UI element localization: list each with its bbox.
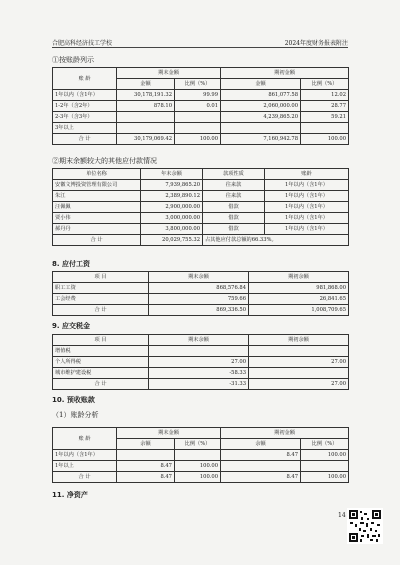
cell-balance: 2,900,000.00 — [141, 202, 203, 213]
cell-begin: 981,868.00 — [249, 283, 349, 294]
advance-subtitle: （1）账龄分析 — [52, 411, 99, 419]
qr-code — [347, 508, 383, 544]
col-begin: 期初余额 — [249, 335, 349, 346]
cell-age: 合 计 — [53, 134, 117, 145]
table-row — [53, 123, 349, 134]
cell-begin: 27.00 — [249, 357, 349, 368]
table-row — [53, 191, 349, 202]
table-total-row — [53, 235, 349, 246]
cell-item: 个人所得税 — [53, 357, 149, 368]
cell-age: 1年以内（含1年） — [53, 90, 117, 101]
cell-item: 合 计 — [53, 305, 149, 316]
cell-end-ratio: 0.01 — [175, 101, 221, 112]
cell-balance: 3,000,000.00 — [141, 213, 203, 224]
cell-end-ratio — [175, 123, 221, 134]
cell-end-amount — [117, 450, 175, 461]
cell-balance: 3,800,000.00 — [141, 224, 203, 235]
cell-nature: 借款 — [203, 224, 265, 235]
table-row — [53, 202, 349, 213]
table-header-row — [53, 272, 349, 283]
col-company: 单位名称 — [53, 169, 141, 180]
cell-item: 工会经费 — [53, 294, 149, 305]
cell-company: 贾小伟 — [53, 213, 141, 224]
cell-nature: 借款 — [203, 213, 265, 224]
cell-end-amount: 8.47 — [117, 472, 175, 483]
table-row — [53, 294, 349, 305]
age-section-title: ①按账龄列示 — [52, 56, 94, 64]
cell-begin: 1,008,709.65 — [249, 305, 349, 316]
cell-age: 1-2年（含2年） — [53, 101, 117, 112]
cell-total-label: 合 计 — [53, 235, 141, 246]
cell-age: 1年以内（含1年） — [265, 180, 349, 191]
tax-section-title: 9. 应交税金 — [52, 322, 90, 330]
col-ratio: 比例（%） — [175, 439, 221, 450]
table-row — [53, 180, 349, 191]
cell-age: 1年以内（含1年） — [265, 224, 349, 235]
payroll-section-title: 8. 应付工资 — [52, 260, 90, 268]
cell-nature: 借款 — [203, 202, 265, 213]
table-header-row — [53, 335, 349, 346]
cell-end-amount — [117, 112, 175, 123]
cell-item: 城市维护建设税 — [53, 368, 149, 379]
col-amount: 余额 — [221, 439, 301, 450]
cell-end-amount: 30,179,069.42 — [117, 134, 175, 145]
cell-end-amount: 30,178,191.32 — [117, 90, 175, 101]
cell-company: 朱江 — [53, 191, 141, 202]
cell-begin-ratio: 100.00 — [301, 134, 349, 145]
table-row — [53, 346, 349, 357]
page-header — [52, 38, 348, 48]
cell-age: 1年以内（含1年） — [265, 191, 349, 202]
col-nature: 款项性质 — [203, 169, 265, 180]
col-item: 项 目 — [53, 272, 149, 283]
cell-begin-amount: 7,160,942.78 — [221, 134, 301, 145]
cell-begin-amount — [221, 123, 301, 134]
cell-end: -31.33 — [149, 379, 249, 390]
cell-begin-amount: 861,077.58 — [221, 90, 301, 101]
top-payables-table — [52, 168, 349, 246]
cell-age: 合 计 — [53, 472, 117, 483]
table-row — [53, 101, 349, 112]
table-header-row — [53, 428, 349, 439]
table-row — [53, 461, 349, 472]
page-number: 14 — [338, 512, 346, 519]
cell-end-amount — [117, 123, 175, 134]
col-age: 账龄 — [265, 169, 349, 180]
table-header-row — [53, 169, 349, 180]
cell-end: 868,576.84 — [149, 283, 249, 294]
table-row — [53, 283, 349, 294]
col-end: 期末余额 — [149, 272, 249, 283]
cell-begin: 26,841.65 — [249, 294, 349, 305]
cell-end: 869,336.50 — [149, 305, 249, 316]
cell-begin-ratio — [301, 461, 349, 472]
cell-begin-ratio — [301, 123, 349, 134]
cell-begin — [249, 346, 349, 357]
cell-company: 郝丹丹 — [53, 224, 141, 235]
table-row — [53, 357, 349, 368]
col-end: 期末金额 — [117, 428, 221, 439]
cell-end-ratio: 100.00 — [175, 461, 221, 472]
cell-age: 1年以内（含1年） — [265, 213, 349, 224]
cell-item: 增值税 — [53, 346, 149, 357]
cell-begin-amount: 4,239,865.20 — [221, 112, 301, 123]
cell-end-amount: 878.10 — [117, 101, 175, 112]
col-amount: 余额 — [117, 439, 175, 450]
cell-end: 27.00 — [149, 357, 249, 368]
cell-company: 安徽文博投资管理有限公司 — [53, 180, 141, 191]
cell-begin-ratio: 28.77 — [301, 101, 349, 112]
col-item: 项 目 — [53, 335, 149, 346]
cell-total-note: 占其他应付款总额的66.33%。 — [203, 235, 349, 246]
col-ratio: 比例（%） — [175, 79, 221, 90]
cell-end-ratio: 100.00 — [175, 134, 221, 145]
cell-begin-amount: 2,060,000.00 — [221, 101, 301, 112]
col-balance: 年末余额 — [141, 169, 203, 180]
col-begin: 期初金额 — [221, 68, 349, 79]
cell-begin-ratio: 100.00 — [301, 472, 349, 483]
cell-end-ratio: 100.00 — [175, 472, 221, 483]
col-end: 期末金额 — [117, 68, 221, 79]
col-amount: 金额 — [221, 79, 301, 90]
table-total-row — [53, 305, 349, 316]
cell-end-ratio: 99.99 — [175, 90, 221, 101]
col-end: 期末余额 — [149, 335, 249, 346]
col-amount: 金额 — [117, 79, 175, 90]
cell-begin-amount — [221, 461, 301, 472]
cell-begin-amount: 8.47 — [221, 472, 301, 483]
col-ratio: 比例（%） — [301, 79, 349, 90]
payable-age-table — [52, 67, 349, 145]
table-header-row — [53, 68, 349, 79]
cell-end: 759.66 — [149, 294, 249, 305]
col-begin: 期初金额 — [221, 428, 349, 439]
cell-item: 合 计 — [53, 379, 149, 390]
table-row — [53, 112, 349, 123]
table-row — [53, 224, 349, 235]
advance-age-table — [52, 427, 349, 483]
cell-end-ratio — [175, 112, 221, 123]
advance-section-title: 10. 预收账款 — [52, 396, 95, 404]
col-ratio: 比例（%） — [301, 439, 349, 450]
cell-begin-ratio: 12.02 — [301, 90, 349, 101]
tax-table — [52, 334, 349, 390]
table-row — [53, 213, 349, 224]
cell-begin — [249, 368, 349, 379]
cell-nature: 往来款 — [203, 191, 265, 202]
cell-company: 汪佩佩 — [53, 202, 141, 213]
cell-item: 职工工资 — [53, 283, 149, 294]
cell-age: 1年以内（含1年） — [53, 450, 117, 461]
cell-nature: 往来款 — [203, 180, 265, 191]
cell-begin-amount: 8.47 — [221, 450, 301, 461]
table-total-row — [53, 134, 349, 145]
table-total-row — [53, 379, 349, 390]
cell-age: 2-3年（含3年） — [53, 112, 117, 123]
col-begin: 期初余额 — [249, 272, 349, 283]
cell-end-ratio — [175, 450, 221, 461]
payroll-table — [52, 271, 349, 316]
table-total-row — [53, 472, 349, 483]
school-name: 合肥高科经济技工学校 — [52, 40, 113, 47]
net-assets-title: 11. 净资产 — [52, 491, 88, 499]
cell-end: -58.33 — [149, 368, 249, 379]
cell-begin: 27.00 — [249, 379, 349, 390]
cell-age: 3年以上 — [53, 123, 117, 134]
cell-end — [149, 346, 249, 357]
col-age: 账 龄 — [53, 428, 117, 450]
cell-age: 1年以上 — [53, 461, 117, 472]
top-payables-title: ②期末余额较大的其他应付款情况 — [52, 157, 157, 165]
table-row — [53, 90, 349, 101]
col-age: 账 龄 — [53, 68, 117, 90]
cell-age: 1年以内（含1年） — [265, 202, 349, 213]
cell-begin-ratio: 59.21 — [301, 112, 349, 123]
cell-begin-ratio: 100.00 — [301, 450, 349, 461]
cell-balance: 7,939,865.20 — [141, 180, 203, 191]
table-row — [53, 368, 349, 379]
cell-balance: 2,389,890.12 — [141, 191, 203, 202]
cell-end-amount: 8.47 — [117, 461, 175, 472]
table-row — [53, 450, 349, 461]
report-title: 2024年度财务报表附注 — [284, 40, 348, 47]
cell-total-value: 20,029,755.32 — [141, 235, 203, 246]
